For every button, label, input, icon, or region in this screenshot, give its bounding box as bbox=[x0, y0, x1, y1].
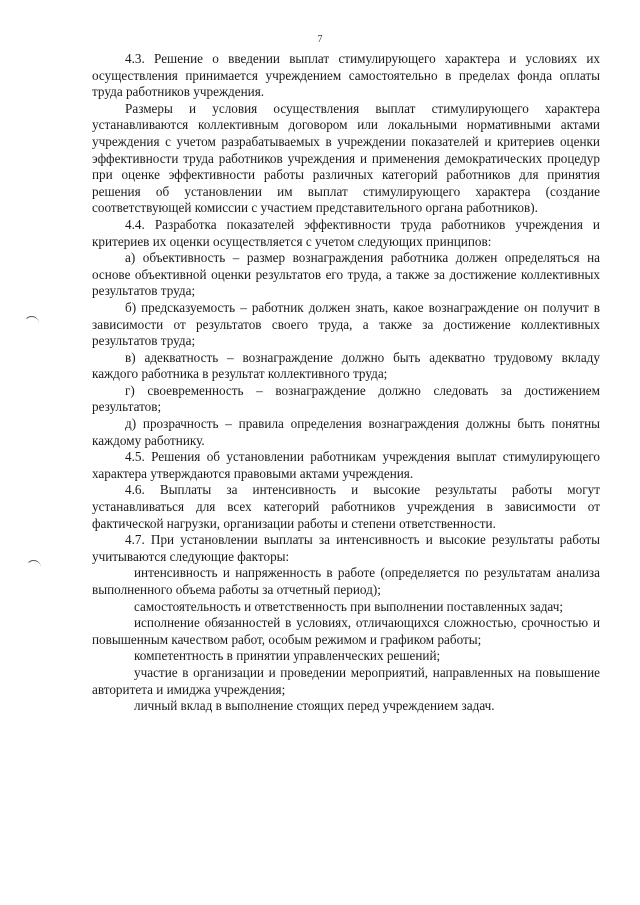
punch-hole-mark bbox=[24, 316, 39, 325]
paragraph-4-5: 4.5. Решения об установлении работникам учреждения выплат стимулирующего характера утверждаются правовыми актами учреждения. bbox=[92, 449, 600, 481]
punch-hole-mark bbox=[26, 560, 41, 569]
paragraph-payment-conditions: Размеры и условия осуществления выплат стимулирующего характера устанавливаются коллективным договором или локальными нормативными актами учреждения с учетом разрабатываемых в учреждении показателей и критериев оценки эффективности труда работников учреждения и применения демократических процедур при оценке эффективности работы различных категорий работников для принятия решения об установлении им выплат стимулирующего характера (создание соответствующей комиссии с участием представительного органа работников). bbox=[92, 100, 600, 216]
paragraph-4-4: 4.4. Разработка показателей эффективности труда работников учреждения и критериев их оценки осуществляется с учетом следующих принципов: bbox=[92, 216, 600, 249]
paragraph-4-6: 4.6. Выплаты за интенсивность и высокие результаты работы могут устанавливаться для всех категорий работников учреждения в зависимости от фактической нагрузки, организации работы и степени ответственности. bbox=[92, 482, 600, 531]
factor-competence: компетентность в принятии управленческих решений; bbox=[134, 648, 441, 664]
principle-transparency: д) прозрачность – правила определения вознаграждения должны быть понятны каждому работнику. bbox=[92, 416, 600, 448]
document-body bbox=[92, 51, 600, 715]
factor-independence: самостоятельность и ответственность при выполнении поставленных задач; bbox=[134, 598, 564, 614]
paragraph-4-3: 4.3. Решение о введении выплат стимулирующего характера и условиях их осуществления принимается учреждением самостоятельно в пределах фонда оплаты труда работников учреждения. bbox=[92, 51, 600, 100]
principle-predictability: б) предсказуемость – работник должен знать, какое вознаграждение он получит в зависимости от результатов своего труда, а также за достижение коллективных результатов труда; bbox=[92, 299, 600, 349]
principle-objectivity: а) объективность – размер вознаграждения работника должен определяться на основе объективной оценки результатов его труда, а также за достижение коллективных результатов труда; bbox=[92, 250, 600, 299]
factor-intensity: интенсивность и напряженность в работе (определяется по результатам анализа выполненного объема работы за отчетный период); bbox=[92, 565, 600, 597]
paragraph-4-7: 4.7. При установлении выплаты за интенсивность и высокие результаты работы учитываются следующие факторы: bbox=[92, 532, 600, 564]
principle-timeliness: г) своевременность – вознаграждение должно следовать за достижением результатов; bbox=[92, 382, 600, 415]
factor-events-participation: участие в организации и проведении мероприятий, направленных на повышение авторитета и имиджа учреждения; bbox=[92, 664, 600, 697]
page-number: 7 bbox=[317, 34, 323, 45]
factor-complex-conditions: исполнение обязанностей в условиях, отличающихся сложностью, срочностью и повышенным качеством работ, особым режимом и графиком работы; bbox=[92, 615, 600, 647]
principle-adequacy: в) адекватность – вознаграждение должно быть адекватно трудовому вкладу каждого работника в результат коллективного труда; bbox=[92, 349, 600, 382]
factor-personal-contribution: личный вклад в выполнение стоящих перед учреждением задач. bbox=[134, 698, 495, 714]
